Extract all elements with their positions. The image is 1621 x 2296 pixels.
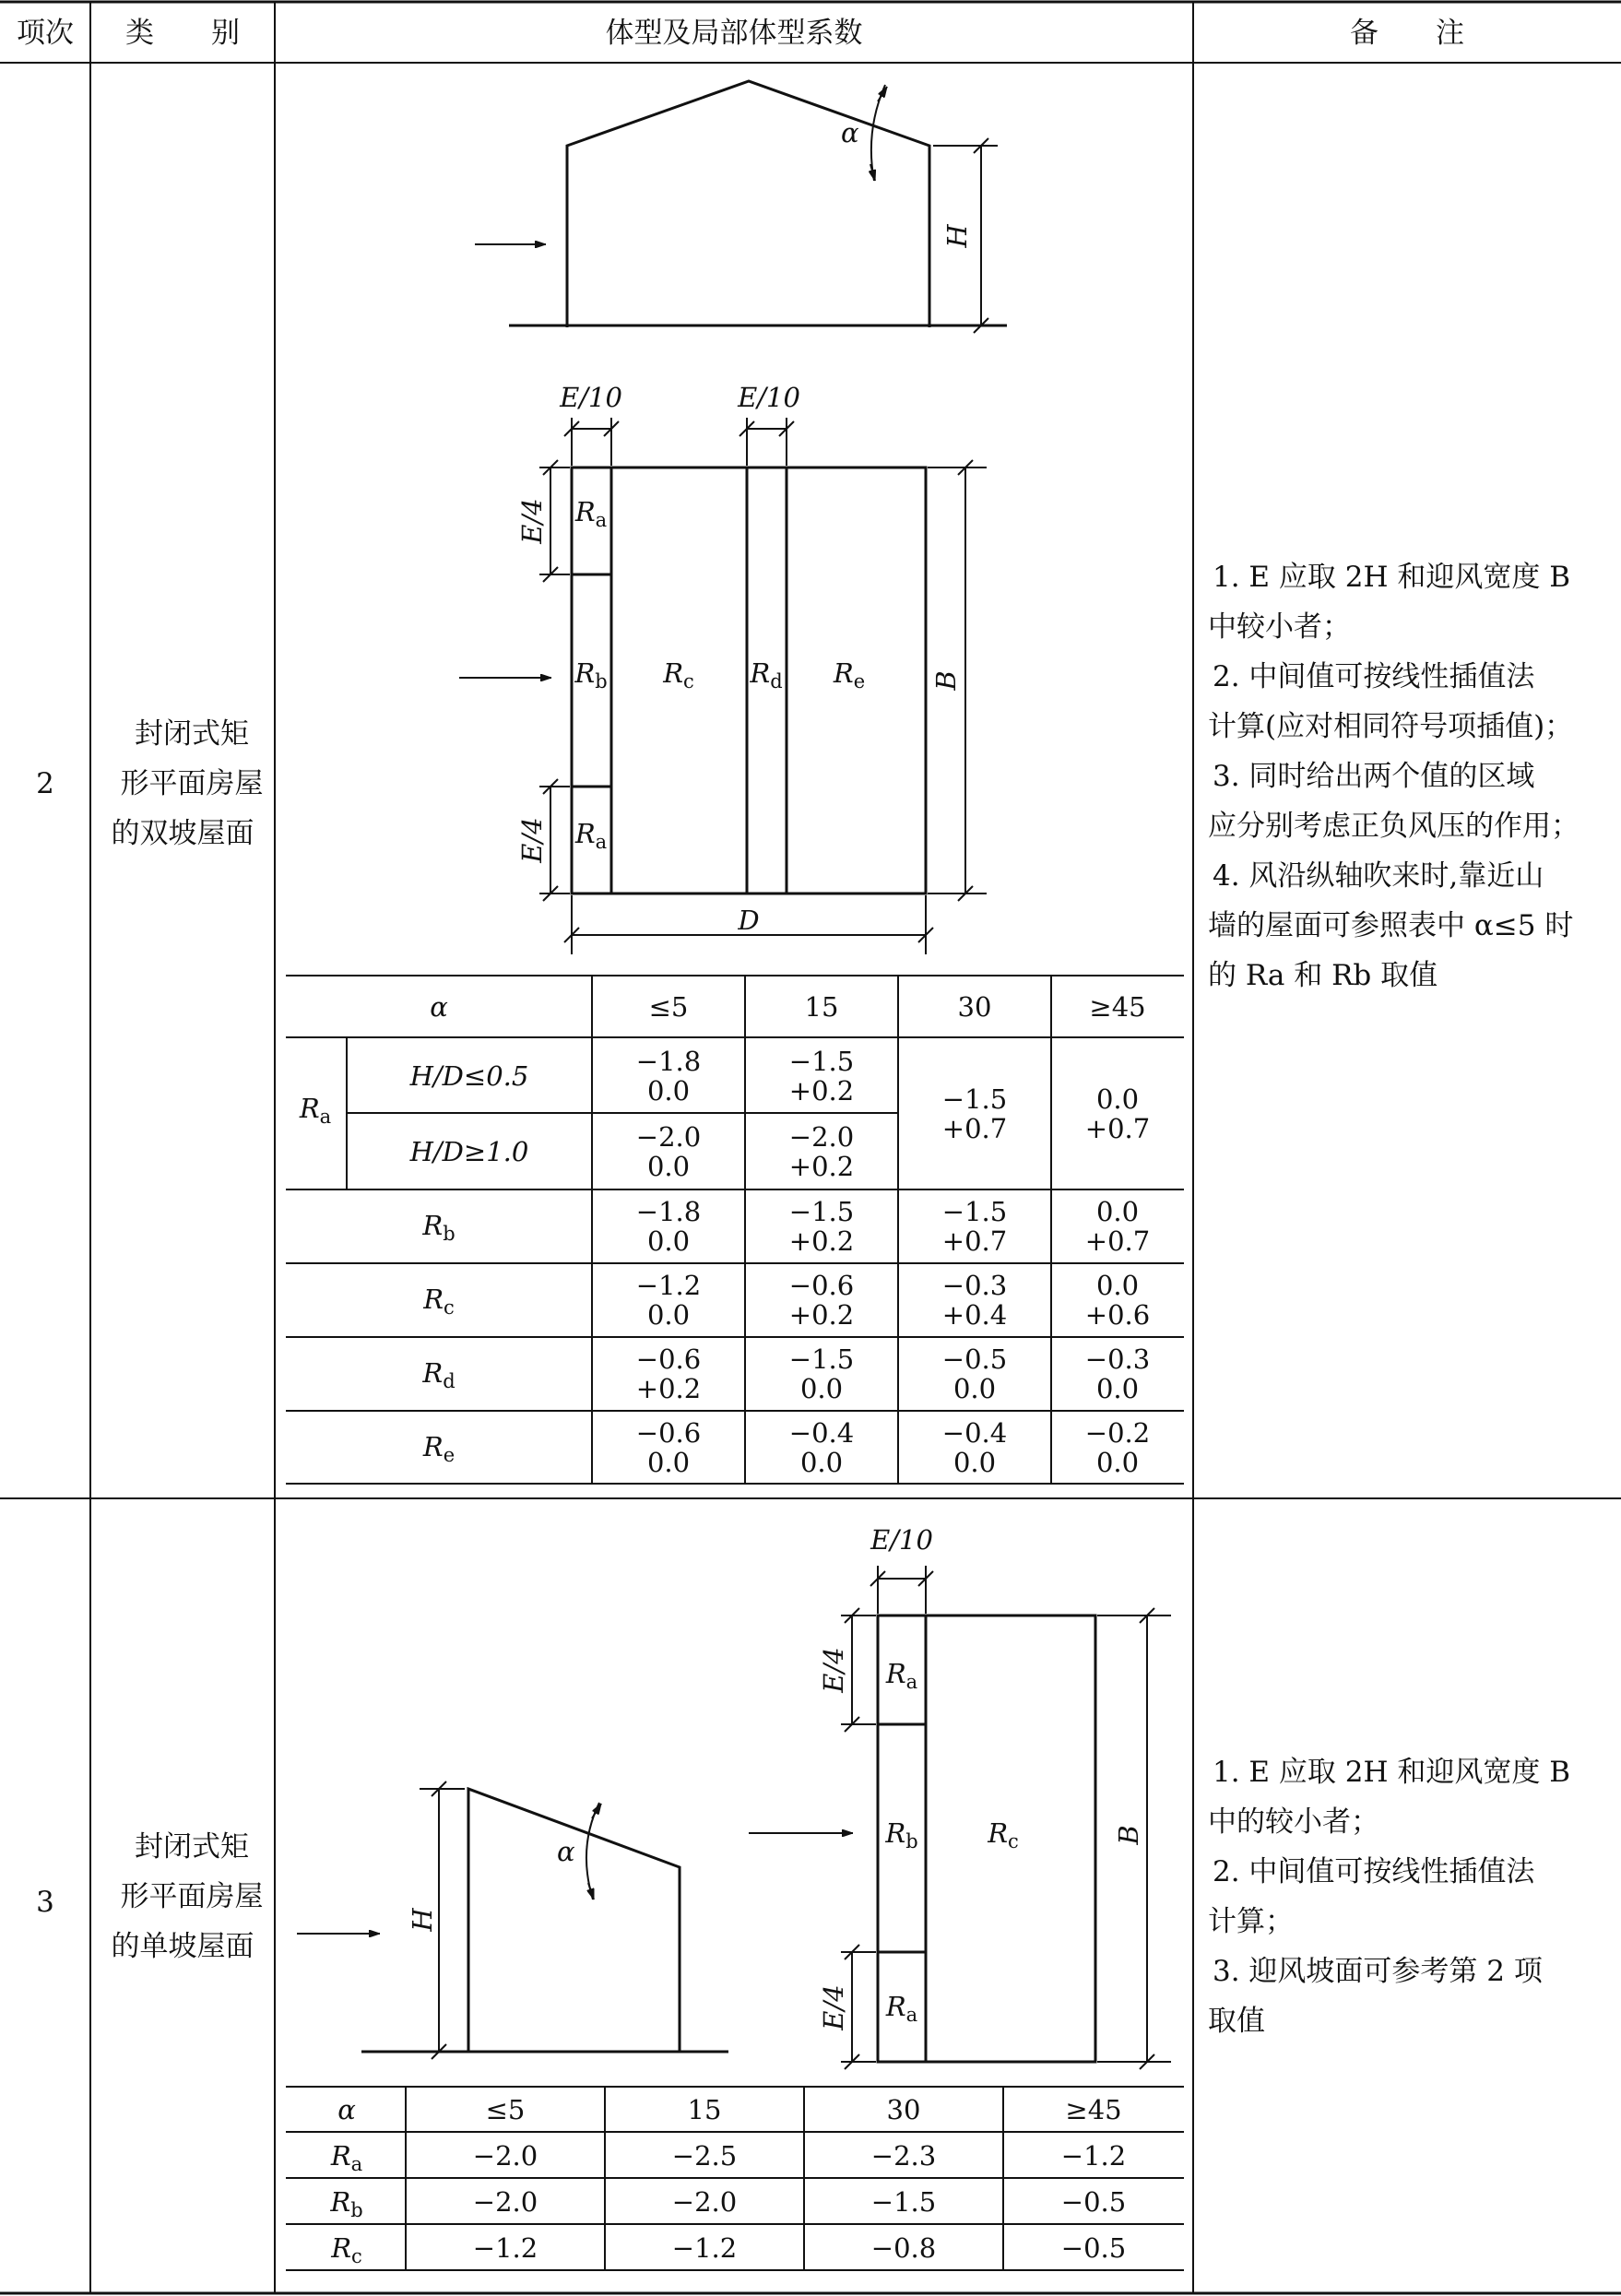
row3-category-line3: 的单坡屋面	[111, 1930, 254, 1963]
row3-note-line: 中的较小者；	[1208, 1805, 1379, 1839]
row2-category-line1: 封闭式矩	[135, 717, 249, 751]
row3-category-line2: 形平面房屋	[120, 1880, 264, 1913]
cell-value: −0.5	[1060, 2186, 1127, 2218]
cell-value: +0.2	[635, 1373, 702, 1404]
e4-label: E/4	[818, 1984, 849, 2030]
row2-ra-cond-1: H/D≤0.5	[409, 1060, 529, 1092]
cell-value: −2.0	[472, 2140, 538, 2172]
cell-value: −0.2	[1084, 1417, 1151, 1449]
row2-note-line: 3. 同时给出两个值的区域	[1213, 760, 1535, 793]
row3-alpha-col-3: 30	[886, 2094, 921, 2125]
row2-note-line: 计算(应对相同符号项插值)；	[1208, 710, 1574, 743]
e10-label: E/10	[560, 382, 622, 413]
gable-elevation-diagram	[475, 81, 1007, 333]
row2-alpha-col-4: ≥45	[1089, 991, 1146, 1023]
row2-note-line: 墙的屋面可参照表中 α≤5 时	[1208, 909, 1574, 942]
cell-value: −2.5	[671, 2140, 738, 2172]
row-label: $R_b$	[422, 1210, 456, 1245]
row2-category-line3: 的双坡屋面	[111, 817, 254, 850]
angle-arrow-bottom-icon	[588, 1883, 594, 1900]
row2-note-line: 中较小者；	[1208, 610, 1351, 644]
header-notes: 备 注	[1350, 17, 1464, 50]
cell-value: 0.0	[1095, 1083, 1140, 1115]
row2-notes	[1208, 561, 1580, 992]
cell-value: 0.0	[646, 1299, 691, 1331]
cell-value: −1.5	[870, 2186, 937, 2218]
cell-value: +0.2	[788, 1299, 855, 1331]
cell-value: −0.3	[941, 1270, 1008, 1301]
cell-value: −1.5	[941, 1083, 1008, 1115]
zone-re: $R_e$	[833, 657, 866, 692]
row3-alpha-header: α	[337, 2094, 356, 2125]
row3-alpha-col-4: ≥45	[1065, 2094, 1122, 2125]
cell-value: −2.3	[870, 2140, 937, 2172]
monoslope-elevation-diagram	[297, 1781, 728, 2059]
cell-value: −0.6	[635, 1343, 702, 1375]
cell-value: −2.0	[635, 1121, 702, 1153]
cell-value: −0.4	[941, 1417, 1008, 1449]
zone-ra-top: $R_a$	[574, 496, 608, 531]
zone-rc: $R_c$	[663, 657, 694, 692]
cell-value: +0.7	[941, 1225, 1008, 1257]
d-label: D	[738, 905, 760, 936]
header-item: 项次	[17, 17, 74, 50]
cell-value: −0.5	[941, 1343, 1008, 1375]
zone-rd: $R_d$	[750, 657, 783, 692]
row2-ra-cond-2: H/D≥1.0	[409, 1136, 529, 1167]
cell-value: −1.5	[788, 1343, 855, 1375]
cell-value: 0.0	[646, 1075, 691, 1107]
row3-alpha-col-1: ≤5	[485, 2094, 526, 2125]
cell-value: 0.0	[952, 1447, 997, 1478]
cell-value: −2.0	[472, 2186, 538, 2218]
b-label: B	[1113, 1825, 1144, 1845]
e4-label: E/4	[516, 817, 548, 863]
height-label: H	[407, 1908, 438, 1932]
row2-coefficient-table-grid	[286, 976, 1184, 1484]
table-header	[17, 17, 1464, 50]
zone-rb: $R_b$	[885, 1817, 918, 1852]
angle-arrow-top-icon	[592, 1804, 601, 1818]
cell-value: −0.6	[635, 1417, 702, 1449]
row-2	[36, 81, 1580, 1484]
cell-value: +0.6	[1084, 1299, 1151, 1331]
header-category: 类 别	[125, 17, 240, 50]
cell-value: −0.6	[788, 1270, 855, 1301]
cell-value: 0.0	[646, 1225, 691, 1257]
cell-value: −1.2	[635, 1270, 702, 1301]
zone-ra-bottom: $R_a$	[574, 818, 608, 853]
cell-value: −1.5	[788, 1196, 855, 1227]
cell-value: 0.0	[1095, 1373, 1140, 1404]
cell-value: 0.0	[799, 1373, 844, 1404]
zone-ra-bottom: $R_a$	[885, 1991, 918, 2026]
row2-note-line: 4. 风沿纵轴吹来时,靠近山	[1213, 859, 1544, 893]
cell-value: 0.0	[1095, 1270, 1140, 1301]
height-label: H	[941, 224, 973, 248]
row2-item-number: 2	[36, 767, 54, 800]
row3-item-number: 3	[36, 1886, 54, 1919]
alpha-label: α	[557, 1836, 575, 1867]
row-3	[36, 1524, 1570, 2270]
zone-rc: $R_c$	[988, 1817, 1019, 1852]
zone-rb: $R_b$	[574, 657, 608, 692]
row2-note-line: 2. 中间值可按线性插值法	[1213, 660, 1535, 693]
row2-alpha-col-3: 30	[957, 991, 992, 1023]
row-label: $R_c$	[423, 1284, 455, 1319]
e4-label: E/4	[818, 1647, 849, 1693]
cell-value: 0.0	[646, 1151, 691, 1182]
alpha-label: α	[841, 117, 859, 148]
cell-value: −1.8	[635, 1196, 702, 1227]
e10-label: E/10	[738, 382, 800, 413]
zone-ra-top: $R_a$	[885, 1658, 918, 1693]
cell-value: +0.2	[788, 1075, 855, 1107]
cell-value: +0.4	[941, 1299, 1008, 1331]
row2-note-line: 的 Ra 和 Rb 取值	[1208, 959, 1438, 992]
row-label: $R_d$	[422, 1357, 456, 1392]
row-label: $R_c$	[331, 2232, 362, 2267]
cell-value: −1.2	[671, 2232, 738, 2264]
row-label: $R_e$	[422, 1431, 456, 1466]
row2-note-line: 1. E 应取 2H 和迎风宽度 B	[1213, 561, 1571, 594]
cell-value: 0.0	[799, 1447, 844, 1478]
monoslope-plan-diagram	[749, 1566, 1171, 2069]
cell-value: −0.8	[870, 2232, 937, 2264]
cell-value: +0.7	[1084, 1225, 1151, 1257]
cell-value: −1.2	[1060, 2140, 1127, 2172]
cell-value: 0.0	[952, 1373, 997, 1404]
row-label: $R_b$	[330, 2186, 363, 2221]
row3-notes	[1208, 1756, 1570, 2038]
cell-value: 0.0	[1095, 1196, 1140, 1227]
header-coefficients: 体型及局部体型系数	[605, 17, 863, 50]
cell-value: +0.7	[941, 1113, 1008, 1144]
cell-value: +0.2	[788, 1225, 855, 1257]
row-label: $R_a$	[330, 2140, 363, 2175]
cell-value: 0.0	[1095, 1447, 1140, 1478]
cell-value: +0.7	[1084, 1113, 1151, 1144]
cell-value: −0.4	[788, 1417, 855, 1449]
cell-value: −2.0	[788, 1121, 855, 1153]
cell-value: +0.2	[788, 1151, 855, 1182]
row3-note-line: 3. 迎风坡面可参考第 2 项	[1213, 1955, 1543, 1988]
row2-note-line: 应分别考虑正负风压的作用；	[1208, 810, 1580, 843]
row3-note-line: 取值	[1208, 2005, 1265, 2038]
cell-value: −0.3	[1084, 1343, 1151, 1375]
row3-note-line: 2. 中间值可按线性插值法	[1213, 1855, 1535, 1888]
cell-value: 0.0	[646, 1447, 691, 1478]
e4-label: E/4	[516, 498, 548, 544]
cell-value: −1.5	[941, 1196, 1008, 1227]
row2-alpha-col-2: 15	[804, 991, 839, 1023]
cell-value: −2.0	[671, 2186, 738, 2218]
row2-alpha-header: α	[430, 991, 448, 1023]
cell-value: −1.5	[788, 1046, 855, 1077]
row3-alpha-col-2: 15	[687, 2094, 722, 2125]
cell-value: −1.8	[635, 1046, 702, 1077]
row2-category-line2: 形平面房屋	[120, 767, 264, 800]
e10-label: E/10	[870, 1524, 933, 1556]
row3-note-line: 计算；	[1208, 1905, 1294, 1938]
angle-arrow-top-icon	[878, 87, 887, 101]
cell-value: −0.5	[1060, 2232, 1127, 2264]
row3-note-line: 1. E 应取 2H 和迎风宽度 B	[1213, 1756, 1571, 1789]
row3-zone-rows	[329, 2140, 1126, 2267]
b-label: B	[930, 670, 962, 691]
row2-ra-label: $R_a$	[299, 1093, 332, 1128]
row3-category-line1: 封闭式矩	[135, 1830, 249, 1864]
row2-alpha-col-1: ≤5	[648, 991, 689, 1023]
cell-value: −1.2	[472, 2232, 538, 2264]
